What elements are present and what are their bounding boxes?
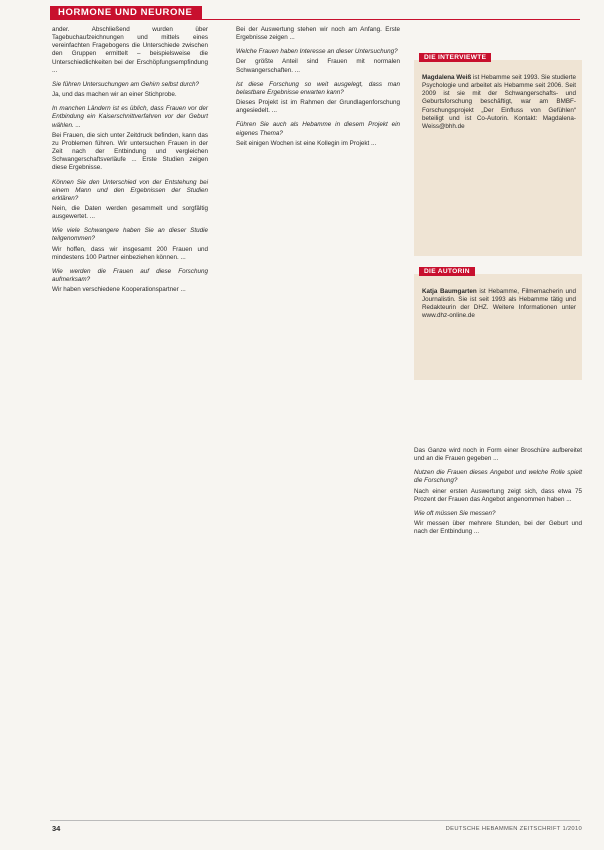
article-column-1 [52,26,208,296]
interview-question: In manchen Ländern ist es üblich, dass Frauen vor der Entbindung ein Kaiserschnittverfahren vor der Geburt wählen. ... [52,105,208,129]
paragraph: Das Ganze wird noch in Form einer Broschüre aufbereitet und an die Frauen gegeben ... [414,447,582,463]
paragraph: Ja, und das machen wir an einer Stichprobe. [52,91,177,99]
footer-rule [50,820,580,821]
interview-question: Können Sie den Unterschied von der Entstehung bei einem Mann und den Ergebnissen der Studien erklären? [52,178,208,202]
interview-question: Wie viele Schwangere haben Sie an dieser Studie teilgenommen? [52,227,208,243]
author-bio-text: ist Hebamme, Filmemacherin und Journalistin. Sie ist seit 1993 als Hebamme tätig und Redakteurin der DHZ. Weitere Informationen unter www.dhz-online.de [422,288,576,320]
paragraph: Nein, die Daten werden gesammelt und sorgfältig ausgewertet. ... [52,204,208,221]
header-rule [50,19,580,20]
interviewee-box [414,54,582,256]
interview-question: Nutzen die Frauen dieses Angebot und welche Rolle spielt die Forschung? [414,469,582,485]
interview-question: Wie oft müssen Sie messen? [414,509,496,517]
paragraph: ander. Abschließend wurden über Tagebuchaufzeichnungen und mittels eines vereinfachten Fragebogens die Unterschiede zwischen den Gruppen ermittelt – beispielsweise die Unterschiedlichkeiten bei der Erschöpfungsempfindung ... [52,26,208,74]
interview-question: Wie werden die Frauen auf diese Forschung aufmerksam? [52,267,208,284]
interviewee-bio [422,74,576,131]
author-name: Katja Baumgarten [422,288,477,295]
interview-question: Führen Sie auch als Hebamme in diesem Projekt ein eigenes Thema? [236,121,400,137]
interview-question: Ist diese Forschung so weit ausgelegt, dass man belastbare Ergebnisse erwarten kann? [236,80,400,96]
paragraph: Bei der Auswertung stehen wir noch am Anfang. Erste Ergebnisse zeigen ... [236,26,400,42]
interviewee-bio-text: ist Hebamme seit 1993. Sie studierte Psychologie und arbeitet als Hebamme seit 2006. Seit 2009 ist sie mit der Schwangerschafts- und Geburtsforschung beschäftigt, war am BMBF-Forschungsprojekt „Der Einfluss von Gefühlen“ beteiligt und ist Co-Autorin. Kontakt: Magdalena-Weiss@bhh.de [422,74,576,130]
interview-question: Welche Frauen haben Interesse an dieser Untersuchung? [236,48,398,56]
interviewee-box-heading: DIE INTERVIEWTE [419,53,491,62]
section-title: HORMONE UND NEURONE [58,7,193,18]
author-box-heading: DIE AUTORIN [419,267,475,276]
paragraph: Wir haben verschiedene Kooperationspartner ... [52,286,186,294]
author-box [414,268,582,380]
author-bio [422,288,576,321]
article-column-2 [236,26,400,150]
page-number: 34 [52,824,61,833]
paragraph: Bei Frauen, die sich unter Zeitdruck befinden, kann das zu Problemen führen. Wir untersuchen Frauen in der Zeit nach der Entbindung und vergleichen Schwangerschaftsverläufe ... Erste Studien zeigen diese Ergebnisse. [52,131,208,172]
paragraph: Wir hoffen, dass wir insgesamt 200 Frauen und mindestens 100 Partner einbeziehen können. ... [52,245,208,261]
magazine-name: DEUTSCHE HEBAMMEN ZEITSCHRIFT 1/2010 [445,826,582,832]
interview-question: Sie führen Untersuchungen am Gehirn selbst durch? [52,80,200,88]
paragraph: Wir messen über mehrere Stunden, bei der Geburt und nach der Entbindung ... [414,520,582,536]
paragraph: Seit einigen Wochen ist eine Kollegin im Projekt ... [236,139,377,147]
paragraph: Der größte Anteil sind Frauen mit normalen Schwangerschaften. ... [236,58,400,74]
paragraph: Nach einer ersten Auswertung zeigt sich, dass etwa 75 Prozent der Frauen das Angebot angenommen haben ... [414,487,582,503]
interviewee-name: Magdalena Weiß [422,74,472,81]
paragraph: Dieses Projekt ist im Rahmen der Grundlagenforschung angesiedelt. ... [236,99,400,115]
article-column-3 [414,447,582,538]
